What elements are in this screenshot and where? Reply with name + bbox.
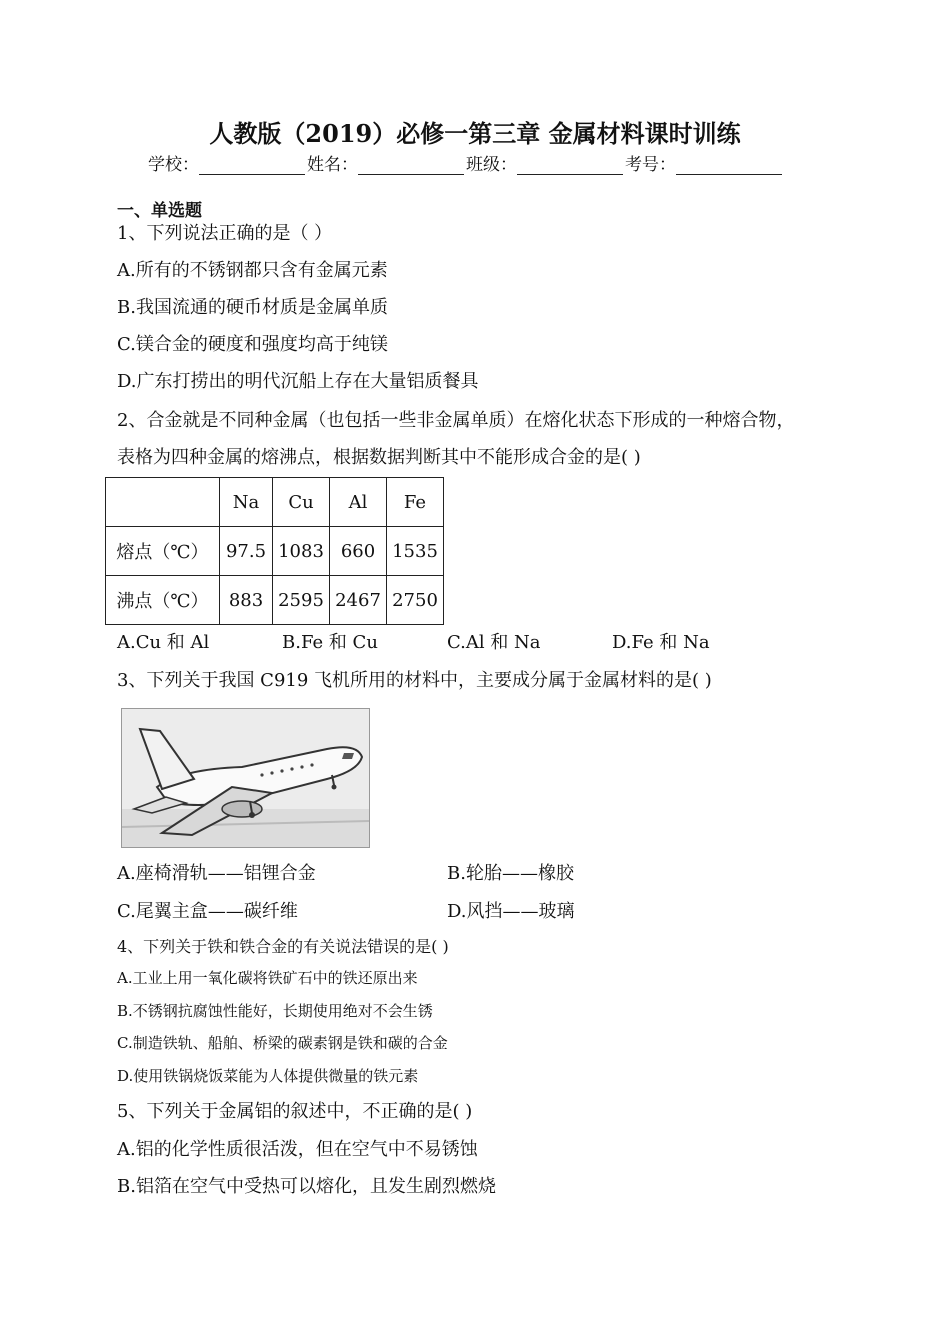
- table-cell: 1083: [273, 527, 330, 576]
- name-label: 姓名：: [307, 155, 358, 175]
- question-5-stem: 5、下列关于金属铝的叙述中，不正确的是( ): [117, 1101, 473, 1122]
- question-1-option-d: D.广东打捞出的明代沉船上存在大量铝质餐具: [117, 371, 479, 392]
- question-4-option-c: C.制造铁轨、船舶、桥梁的碳素钢是铁和碳的合金: [117, 1034, 448, 1052]
- question-4-stem: 4、下列关于铁和铁合金的有关说法错误的是( ): [117, 937, 449, 956]
- table-cell: 2467: [330, 576, 387, 625]
- table-row-label: 沸点（℃）: [106, 576, 220, 625]
- school-blank: [199, 156, 305, 175]
- question-3-option-b: B.轮胎——橡胶: [447, 863, 574, 884]
- question-4-option-a: A.工业上用一氧化碳将铁矿石中的铁还原出来: [117, 969, 418, 987]
- table-cell: 2595: [273, 576, 330, 625]
- question-2-option-c: C.Al 和 Na: [447, 632, 541, 653]
- question-3-option-d: D.风挡——玻璃: [447, 901, 575, 922]
- name-blank: [358, 156, 464, 175]
- table-cell: 1535: [387, 527, 444, 576]
- table-header-cell: Na: [220, 478, 273, 527]
- table-row: [106, 576, 444, 625]
- question-2-stem-line-1: 2、合金就是不同种金属（也包括一些非金属单质）在熔化状态下形成的一种熔合物，: [117, 410, 795, 431]
- question-2-option-d: D.Fe 和 Na: [612, 632, 710, 653]
- c919-airplane-image: [121, 708, 370, 848]
- exam-number-blank: [676, 156, 782, 175]
- question-4-option-b: B.不锈钢抗腐蚀性能好，长期使用绝对不会生锈: [117, 1002, 433, 1020]
- table-row-label: 熔点（℃）: [106, 527, 220, 576]
- table-header-cell: Fe: [387, 478, 444, 527]
- class-label: 班级：: [466, 155, 517, 175]
- melting-boiling-point-table: [105, 477, 444, 625]
- table-header-cell: [106, 478, 220, 527]
- question-1-option-c: C.镁合金的硬度和强度均高于纯镁: [117, 334, 388, 355]
- question-2-option-a: A.Cu 和 Al: [117, 632, 210, 653]
- question-4-option-d: D.使用铁锅烧饭菜能为人体提供微量的铁元素: [117, 1067, 419, 1085]
- table-cell: 2750: [387, 576, 444, 625]
- question-2-option-b: B.Fe 和 Cu: [282, 632, 378, 653]
- table-header-row: [106, 478, 444, 527]
- table-cell: 97.5: [220, 527, 273, 576]
- exam-number-label: 考号：: [625, 155, 676, 175]
- student-info-line: [148, 150, 784, 175]
- table-row: [106, 527, 444, 576]
- table-cell: 883: [220, 576, 273, 625]
- school-label: 学校：: [148, 155, 199, 175]
- question-3-stem: 3、下列关于我国 C919 飞机所用的材料中，主要成分属于金属材料的是( ): [117, 670, 712, 691]
- table-cell: 660: [330, 527, 387, 576]
- question-3-option-c: C.尾翼主盒——碳纤维: [117, 901, 298, 922]
- airplane-icon: [122, 709, 369, 847]
- table-header-cell: Cu: [273, 478, 330, 527]
- page-title: 人教版（2019）必修一第三章 金属材料课时训练: [209, 119, 741, 148]
- class-blank: [517, 156, 623, 175]
- question-2-stem-line-2: 表格为四种金属的熔沸点，根据数据判断其中不能形成合金的是( ): [117, 447, 641, 468]
- table-header-cell: Al: [330, 478, 387, 527]
- question-1-option-a: A.所有的不锈钢都只含有金属元素: [117, 260, 388, 281]
- question-5-option-a: A.铝的化学性质很活泼，但在空气中不易锈蚀: [117, 1139, 478, 1160]
- question-5-option-b: B.铝箔在空气中受热可以熔化，且发生剧烈燃烧: [117, 1176, 496, 1197]
- question-3-option-a: A.座椅滑轨——铝锂合金: [117, 863, 316, 884]
- section-heading: 一、单选题: [117, 201, 202, 221]
- question-1-option-b: B.我国流通的硬币材质是金属单质: [117, 297, 388, 318]
- question-1-stem: 1、下列说法正确的是（ ）: [117, 223, 333, 244]
